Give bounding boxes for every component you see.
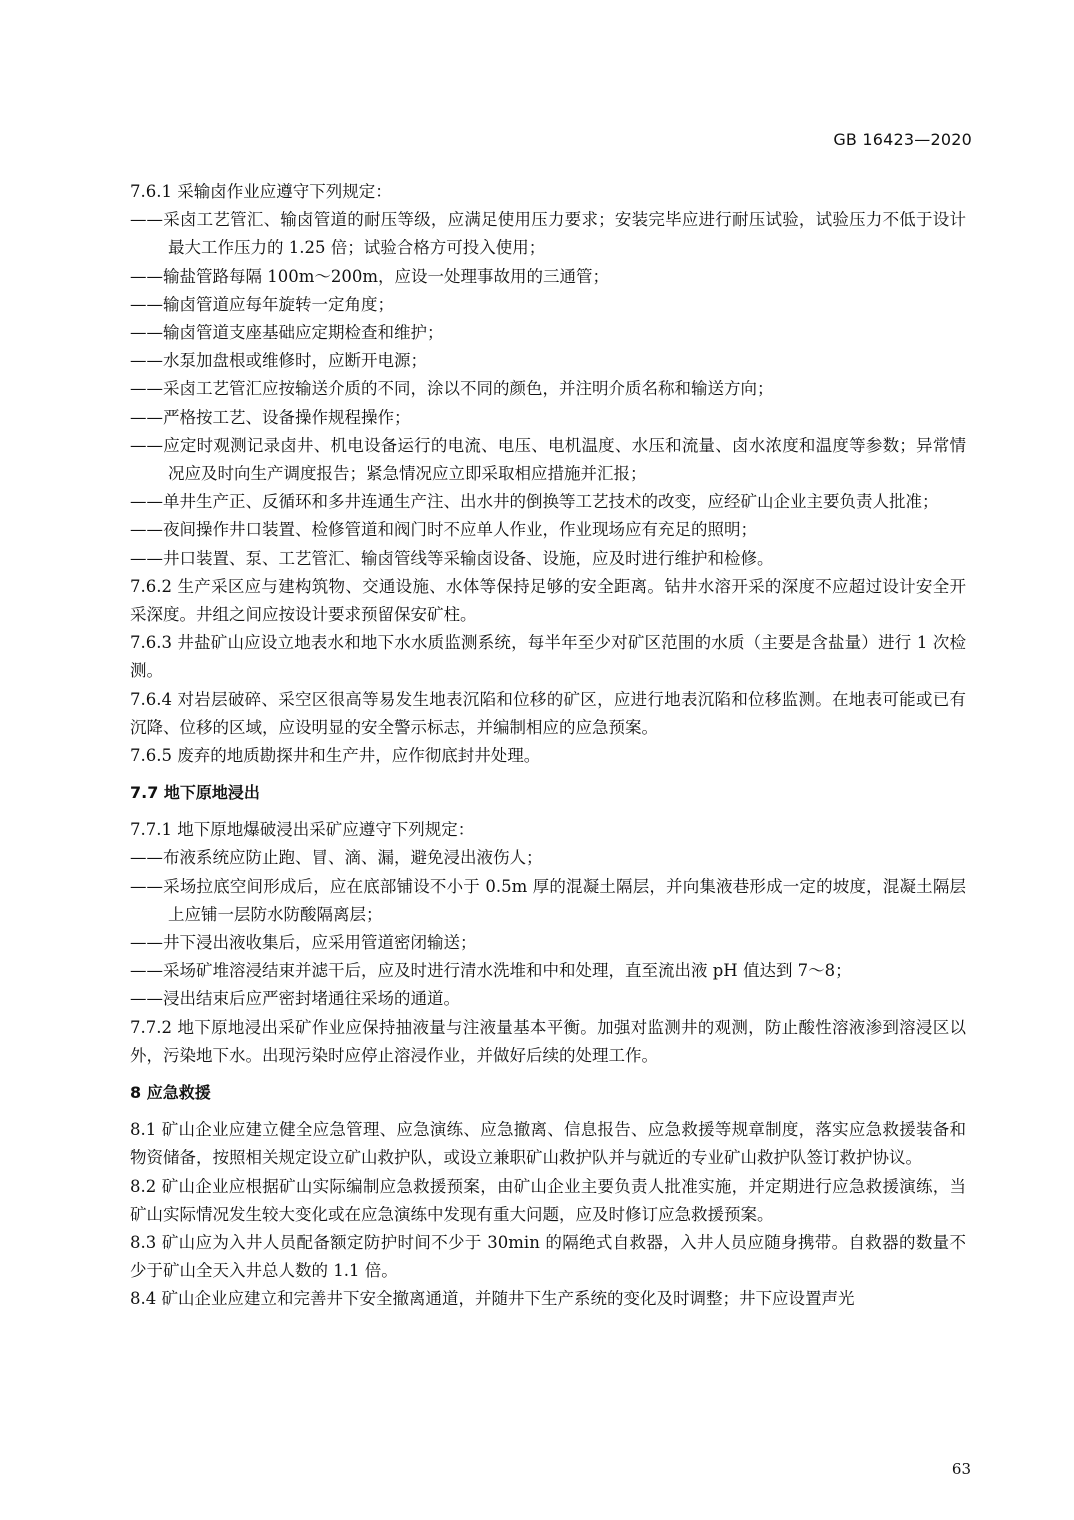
section-heading-7-7: 7.7 地下原地浸出 (130, 783, 260, 803)
section-heading-8: 8 应急救援 (130, 1083, 211, 1103)
list-item: ——水泵加盘根或维修时，应断开电源； (130, 351, 427, 371)
list-item: ——浸出结束后应严密封堵通往采场的通道。 (130, 989, 460, 1009)
list-item: ——采卤工艺管汇、输卤管道的耐压等级，应满足使用压力要求；安装完毕应进行耐压试验，试验压力不低于设计最大工作压力的 1.25 倍；试验合格方可投入使用； (130, 210, 966, 258)
clause-8-4: 8.4 矿山企业应建立和完善井下安全撤离通道，并随井下生产系统的变化及时调整；井下应设置声光 (130, 1289, 855, 1309)
clause-7-7-2: 7.7.2 地下原地浸出采矿作业应保持抽液量与注液量基本平衡。加强对监测井的观测，防止酸性溶液渗到溶浸区以外，污染地下水。出现污染时应停止溶浸作业，并做好后续的处理工作。 (130, 1017, 966, 1065)
clause-8-3: 8.3 矿山应为入井人员配备额定防护时间不少于 30min 的隔绝式自救器，入井人员应随身携带。自救器的数量不少于矿山全天入井总人数的 1.1 倍。 (130, 1232, 966, 1281)
list-item: ——布液系统应防止跑、冒、滴、漏，避免浸出液伤人； (130, 848, 543, 868)
list-item: ——井口装置、泵、工艺管汇、输卤管线等采输卤设备、设施，应及时进行维护和检修。 (130, 548, 774, 568)
page-number: 63 (951, 1460, 971, 1478)
list-item: ——采场矿堆溶浸结束并滤干后，应及时进行清水洗堆和中和处理，直至流出液 pH 值达到 7～8； (130, 961, 852, 981)
list-item: ——输盐管路每隔 100m～200m，应设一处理事故用的三通管； (130, 266, 610, 286)
list-item: ——应定时观测记录卤井、机电设备运行的电流、电压、电机温度、水压和流量、卤水浓度和温度等参数；异常情况应及时向生产调度报告；紧急情况应立即采取相应措施并汇报； (130, 435, 966, 484)
clause-7-6-5: 7.6.5 废弃的地质勘探井和生产井，应作彻底封井处理。 (130, 746, 541, 766)
clause-7-6-3: 7.6.3 井盐矿山应设立地表水和地下水水质监测系统，每半年至少对矿区范围的水质（主要是含盐量）进行 1 次检测。 (130, 633, 966, 681)
document-body (130, 178, 966, 1314)
list-item: ——井下浸出液收集后，应采用管道密闭输送； (130, 933, 477, 953)
clause-7-6-4: 7.6.4 对岩层破碎、采空区很高等易发生地表沉陷和位移的矿区，应进行地表沉陷和位移监测。在地表可能或已有沉降、位移的区域，应设明显的安全警示标志，并编制相应的应急预案。 (130, 689, 966, 737)
clause-7-7-1-intro: 7.7.1 地下原地爆破浸出采矿应遵守下列规定： (130, 820, 475, 840)
list-item: ——单井生产正、反循环和多井连通生产注、出水井的倒换等工艺技术的改变，应经矿山企业主要负责人批准； (130, 492, 939, 512)
clause-8-2: 8.2 矿山企业应根据矿山实际编制应急救援预案，由矿山企业主要负责人批准实施，并定期进行应急救援演练，当矿山实际情况发生较大变化或在应急演练中发现有重大问题，应及时修订应急救援预案。 (130, 1176, 966, 1224)
list-item: ——严格按工艺、设备操作规程操作； (130, 407, 411, 427)
clause-7-6-1-intro: 7.6.1 采输卤作业应遵守下列规定： (130, 182, 392, 201)
list-item: ——采场拉底空间形成后，应在底部铺设不小于 0.5m 厚的混凝土隔层，并向集液巷形成一定的坡度，混凝土隔层上应铺一层防水防酸隔离层； (130, 876, 966, 924)
list-item: ——输卤管道支座基础应定期检查和维护； (130, 323, 444, 343)
list-item: ——采卤工艺管汇应按输送介质的不同，涂以不同的颜色，并注明介质名称和输送方向； (130, 379, 774, 399)
list-item: ——输卤管道应每年旋转一定角度； (130, 294, 394, 314)
standard-code: GB 16423—2020 (833, 130, 972, 149)
clause-8-1: 8.1 矿山企业应建立健全应急管理、应急演练、应急撤离、信息报告、应急救援等规章制度，落实应急救援装备和物资储备，按照相关规定设立矿山救护队，或设立兼职矿山救护队并与就近的专业矿山救护队签订救护协议。 (130, 1120, 966, 1168)
clause-7-6-2: 7.6.2 生产采区应与建构筑物、交通设施、水体等保持足够的安全距离。钻井水溶开采的深度不应超过设计安全开采深度。井组之间应按设计要求预留保安矿柱。 (130, 576, 966, 625)
list-item: ——夜间操作井口装置、检修管道和阀门时不应单人作业，作业现场应有充足的照明； (130, 520, 757, 540)
